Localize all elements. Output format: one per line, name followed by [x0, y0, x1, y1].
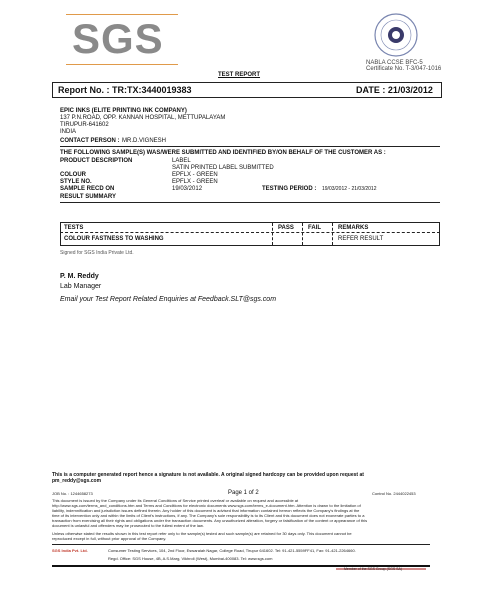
tests-header-remarks: REMARKS	[338, 225, 369, 231]
tests-col-divider	[302, 223, 303, 245]
footer-divider	[52, 544, 430, 545]
feedback-email-line: Email your Test Report Related Enquiries at Feedback.SLT@sgs.com	[60, 296, 277, 303]
terms-line: reproduced except in full, without prior approval of the Company.	[52, 536, 167, 541]
seal-caption: NABLA CCSE BFC-5	[366, 60, 423, 66]
tests-row-name: COLOUR FASTNESS TO WASHING	[64, 236, 164, 242]
control-number: Control No. 2444022453	[372, 491, 416, 496]
style-no-value: EPFLX - GREEN	[172, 179, 218, 185]
tests-header-pass: PASS	[278, 225, 294, 231]
tests-table-header-rule	[60, 232, 440, 233]
style-no-label: STYLE NO.	[60, 179, 92, 185]
notice-email: pm_reddy@sgs.com	[52, 478, 102, 484]
sgs-group-member: Member of the SGS Group (SGS SA)	[344, 567, 402, 571]
contact-person-label: CONTACT PERSON :	[60, 138, 120, 144]
result-summary-label: RESULT SUMMARY	[60, 194, 116, 200]
accreditation-seal-icon	[373, 12, 419, 58]
terms-line: time of its intervention only and within the limits of Client's instructions, if any. The Company's sole responsibility is to its Client and this document does not exonerate parties to a	[52, 513, 365, 518]
section-divider	[60, 146, 440, 147]
document-title: TEST REPORT	[218, 72, 261, 78]
sample-received-value: 19/03/2012	[172, 186, 203, 192]
tests-col-divider	[272, 223, 273, 245]
company-address-line1: Consumer Testing Services, 104, 2nd Floor, Eswaraiah Nagar, College Road, Tirupur 641602. Tel: 91-421-5559FF41, Fax: 91-421-2264660.	[108, 548, 356, 553]
client-name: EPIC INKS (ELITE PRINTING INK COMPANY)	[60, 108, 187, 114]
product-description-detail: SATIN PRINTED LABEL SUBMITTED	[172, 165, 274, 171]
page-indicator: Page 1 of 2	[228, 490, 259, 496]
colour-label: COLOUR	[60, 172, 86, 178]
terms-line: This document is issued by the Company under its General Conditions of Service printed overleaf or available on request and accessible at	[52, 498, 299, 503]
sgs-logo: SGS	[72, 15, 164, 62]
logo-rule-bottom	[66, 64, 178, 65]
terms-line: http://www.sgs.com/terms_and_conditions.htm and Terms and Conditions for electronic documents www.sgs.com/terms_e-document.htm. Attention is drawn to the limitation of	[52, 503, 361, 508]
company-name: SGS India Pvt. Ltd.	[52, 548, 88, 553]
sample-received-label: SAMPLE RECD ON	[60, 186, 115, 192]
tests-col-divider	[332, 223, 333, 245]
samples-heading: THE FOLLOWING SAMPLE(S) WAS/WERE SUBMITTED AND IDENTIFIED BY/ON BEHALF OF THE CUSTOMER AS :	[60, 150, 386, 156]
seal-certificate-number: Certificate No. T-3/047-1016	[366, 66, 442, 72]
terms-line: Unless otherwise stated the results shown in this test report refer only to the sample(s) tested and such sample(s) are retained for 30 days only. This document cannot be	[52, 531, 352, 536]
terms-line: liability, indemnification and jurisdiction issues defined therein. Any holder of this document is advised that information contained hereon reflects the Company's findings at the	[52, 508, 360, 513]
colour-value: EPFLX - GREEN	[172, 172, 218, 178]
signatory-title: Lab Manager	[60, 283, 102, 290]
signed-for-text: Signed for SGS India Private Ltd.	[60, 250, 134, 256]
testing-period-value: 19/03/2012 - 21/03/2012	[322, 186, 377, 192]
computer-generated-notice: This is a computer generated report hence a signature is not available. A original signed hardcopy can be provided upon request at	[52, 472, 364, 478]
contact-person-value: MR.D.VIGNESH	[122, 138, 167, 144]
testing-period-label: TESTING PERIOD :	[262, 186, 317, 192]
tests-header-fail: FAIL	[308, 225, 321, 231]
signatory-name: P. M. Reddy	[60, 273, 99, 280]
report-number: Report No. : TR:TX:3440019383	[58, 85, 192, 95]
terms-line: document is unlawful and offenders may be prosecuted to the fullest extent of the law.	[52, 523, 204, 528]
summary-divider	[60, 202, 440, 203]
job-number: JOB No. : 1244658273	[52, 491, 93, 496]
company-address-line2: Regd. Office: SGS House, 4B, A.S.Marg, Vikhroli (West), Mumbai-400083. Tel: www.sgs.com	[108, 556, 273, 561]
tests-row-remarks: REFER RESULT	[338, 236, 384, 242]
client-address-line1: 137 P.N.ROAD, OPP. KANNAN HOSPITAL, METTUPALAYAM	[60, 115, 226, 121]
terms-line: transaction from exercising all their rights and obligations under the transaction documents. Any unauthorized alteration, forgery or falsification of the content or appearance of this	[52, 518, 368, 523]
tests-header-tests: TESTS	[64, 225, 84, 231]
product-description-label: PRODUCT DESCRIPTION	[60, 158, 133, 164]
product-description-value: LABEL	[172, 158, 191, 164]
client-country: INDIA	[60, 129, 77, 135]
client-address-line2: TIRUPUR-641602	[60, 122, 109, 128]
report-date: DATE : 21/03/2012	[356, 85, 433, 95]
